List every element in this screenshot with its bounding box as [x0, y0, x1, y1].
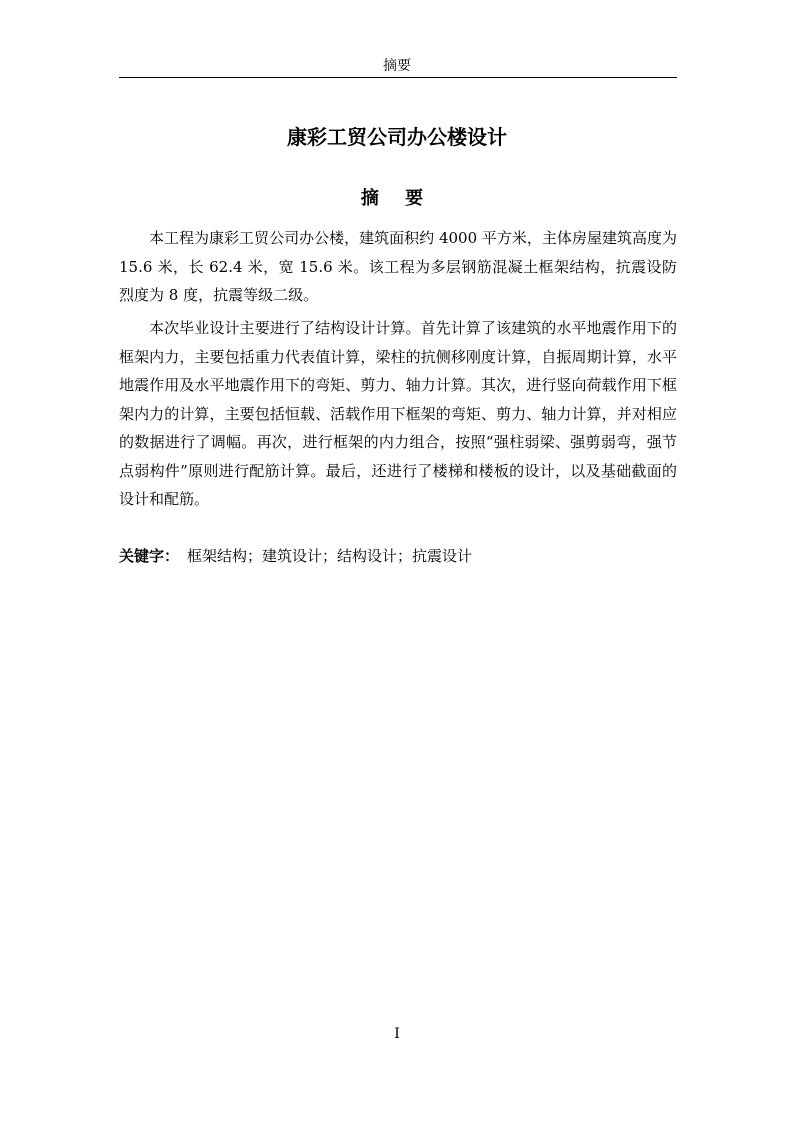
abstract-heading: 摘 要 — [360, 188, 434, 209]
keywords-list: 框架结构；建筑设计；结构设计；抗震设计 — [187, 547, 473, 565]
header-divider — [119, 77, 677, 78]
keywords-line — [119, 544, 677, 568]
page-number: I — [394, 1026, 400, 1042]
document-title: 康彩工贸公司办公楼设计 — [287, 125, 507, 149]
keywords-label: 关键字： — [119, 547, 180, 565]
header-text: 摘要 — [383, 58, 411, 74]
abstract-paragraph-1: 本工程为康彩工贸公司办公楼，建筑面积约 4000 平方米，主体房屋建筑高度为 15.6 米，长 62.4 米，宽 15.6 米。该工程为多层钢筋混凝土框架结构，抗震设防烈度为 8 度，抗震等级二级。 — [119, 229, 677, 304]
abstract-paragraph-2: 本次毕业设计主要进行了结构设计计算。首先计算了该建筑的水平地震作用下的框架内力，主要包括重力代表值计算，梁柱的抗侧移刚度计算，自振周期计算，水平地震作用及水平地震作用下的弯矩、剪力、轴力计算。其次，进行竖向荷载作用下框架内力的计算，主要包括恒载、活载作用下框架的弯矩、剪力、轴力计算，并对相应的数据进行了调幅。再次，进行框架的内力组合，按照“强柱弱梁、强剪弱弯，强节点弱构件”原则进行配筋计算。最后，还进行了楼梯和楼板的设计，以及基础截面的设计和配筋。 — [119, 319, 677, 508]
